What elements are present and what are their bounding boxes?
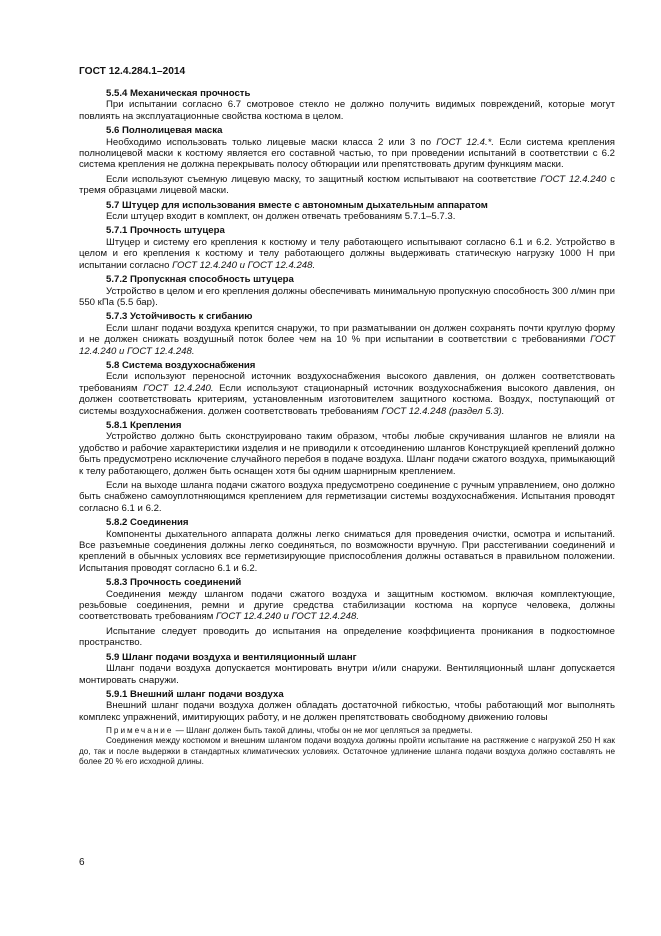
- section-heading-5-9-1: 5.9.1 Внешний шланг подачи воздуха: [106, 688, 284, 700]
- section-heading-5-7-2: 5.7.2 Пропускная способность штуцера: [106, 274, 294, 286]
- paragraph: Соединения между шлангом подачи сжатого воздуха и защитным костюмом. включая комплектующие, резьбовые соединения, ремни и другие средства стабилизации костюма на корпусе человека, должны соответствовать требованиям ГОСТ 12.4.240 и ГОСТ 12.4.248.: [79, 588, 615, 623]
- paragraph: Необходимо использовать только лицевые маски класса 2 или 3 по ГОСТ 12.4.*. Если система крепления полнолицевой маски к костюму является его составной частью, то при проведении испытаний в соответствии с 6.2 система крепления не должна перекрывать полосу обтюрации или препятствовать другим функциям маски.: [79, 136, 615, 171]
- paragraph: Если шланг подачи воздуха крепится снаружи, то при разматывании он должен сохранять почти круглую форму и не должен снижать воздушный поток более чем на 10 % при испытании в соответствии с требованиями ГОСТ 12.4.240 и ГОСТ 12.4.248.: [79, 322, 615, 357]
- section-heading-5-8: 5.8 Система воздухоснабжения: [106, 359, 256, 371]
- standard-reference: ГОСТ 12.4.*.: [436, 136, 495, 148]
- note: Примечание — Шланг должен быть такой длины, чтобы он не мог цепляться за предметы.: [106, 726, 473, 736]
- paragraph: Штуцер и систему его крепления к костюму и телу работающего испытывают согласно 6.1 и 6.2. Устройство в целом и его крепления к костюму и телу работающего должны выдерживать статическую нагрузку 1000 Н при испытании согласно ГОСТ 12.4.240 и ГОСТ 12.4.248.: [79, 236, 615, 271]
- paragraph: Если штуцер входит в комплект, он должен отвечать требованиям 5.7.1–5.7.3.: [106, 211, 456, 223]
- paragraph: Компоненты дыхательного аппарата должны легко сниматься для проведения очистки, осмотра и испытаний. Все разъемные соединения должны легко соединяться, по возможности вручную. При расстегивании соединений и креплений в обычных условиях все герметизирующие приспособления должны оставаться в правильном положении. Испытания проводят согласно 6.1 и 6.2.: [79, 528, 615, 574]
- paragraph: При испытании согласно 6.7 смотровое стекло не должно получить видимых повреждений, которые могут повлиять на эксплуатационные свойства костюма в целом.: [79, 99, 615, 122]
- paragraph: Устройство должно быть сконструировано таким образом, чтобы любые скручивания шлангов не влияли на удобство и рабочие характеристики изделия и не приводили к отсоединению шлангов Конструкцией креплений должно быть предусмотрено исключение случайного перебоя в подаче воздуха. Шланг подачи сжатого воздуха, примыкающий к телу работающего, должен быть оснащен хотя бы одним шарнирным креплением.: [79, 431, 615, 477]
- paragraph: Испытание следует проводить до испытания на определение коэффициента проникания в подкостюмное пространство.: [79, 625, 615, 649]
- standard-reference: ГОСТ 12.4.240: [540, 173, 607, 185]
- note-label: Примечание: [106, 726, 174, 736]
- section-heading-5-8-2: 5.8.2 Соединения: [106, 517, 189, 529]
- standard-reference: ГОСТ 12.4.240 и ГОСТ 12.4.248.: [79, 334, 615, 357]
- page-number: 6: [79, 857, 85, 868]
- paragraph: Если используют съемную лицевую маску, то защитный костюм испытывают на соответствие ГОСТ 12.4.240 с тремя образцами лицевой маски.: [79, 173, 615, 197]
- section-heading-5-8-3: 5.8.3 Прочность соединений: [106, 577, 242, 589]
- paragraph: Устройство в целом и его крепления должны обеспечивать минимальную пропускную способность 300 л/мин при 550 кПа (5.5 бар).: [79, 285, 615, 308]
- standard-reference: ГОСТ 12.4.248 (раздел 5.3).: [381, 405, 505, 417]
- section-heading-5-7: 5.7 Штуцер для использования вместе с автономным дыхательным аппаратом: [106, 199, 488, 211]
- page-header: ГОСТ 12.4.284.1–2014: [79, 66, 186, 77]
- section-heading-5-7-3: 5.7.3 Устойчивость к сгибанию: [106, 311, 253, 323]
- document-body: [79, 88, 615, 767]
- section-heading-5-9: 5.9 Шланг подачи воздуха и вентиляционный шланг: [106, 651, 357, 663]
- section-heading-5-7-1: 5.7.1 Прочность штуцера: [106, 225, 225, 237]
- paragraph: Шланг подачи воздуха допускается монтировать внутри и/или снаружи. Вентиляционный шланг допускается монтировать снаружи.: [79, 663, 615, 686]
- section-heading-5-6: 5.6 Полнолицевая маска: [106, 125, 223, 137]
- paragraph: Внешний шланг подачи воздуха должен обладать достаточной гибкостью, чтобы работающий мог выполнять комплекс упражнений, имитирующих работу, и не должен препятствовать свободному движению головы: [79, 700, 615, 723]
- paragraph: Если используют переносной источник воздухоснабжения высокого давления, он должен соответствовать требованиям ГОСТ 12.4.240. Если используют стационарный источник воздухоснабжения высокого давления, он должен соответствовать критериям, установленным изготовителем защитного костюма. Воздух, поступающий от системы воздухоснабжения. должен соответствовать требованиям ГОСТ 12.4.248 (раздел 5.3).: [79, 371, 615, 417]
- paragraph: Если на выходе шланга подачи сжатого воздуха предусмотрено соединение с ручным управлением, оно должно быть снабжено самоуплотняющимся креплением для герметизации системы воздухоснабжения. Испытания проводят согласно 6.1 и 6.2.: [79, 480, 615, 514]
- section-heading-5-5-4: 5.5.4 Механическая прочность: [106, 88, 251, 99]
- standard-reference: ГОСТ 12.4.240.: [143, 382, 214, 394]
- standard-reference: ГОСТ 12.4.240 и ГОСТ 12.4.248.: [172, 259, 316, 271]
- standard-reference: ГОСТ 12.4.240 и ГОСТ 12.4.248.: [215, 611, 359, 623]
- paragraph-small: Соединения между костюмом и внешним шлангом подачи воздуха должны пройти испытание на растяжение с нагрузкой 250 Н как до, так и после выдержки в стандартных климатических условиях. Остаточное удлинение шланга подачи воздуха должно составлять не более 20 % его исходной длины.: [79, 736, 615, 766]
- section-heading-5-8-1: 5.8.1 Крепления: [106, 419, 182, 431]
